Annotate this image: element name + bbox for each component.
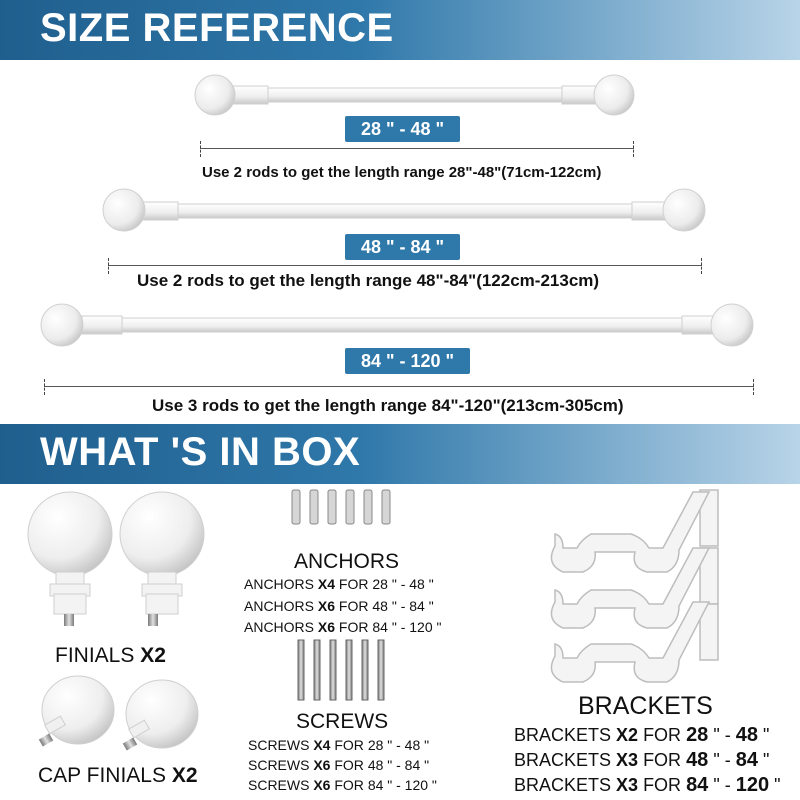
finial-1 bbox=[28, 492, 112, 626]
finials-label: FINIALS X2 bbox=[55, 644, 166, 667]
anchors-line-2: ANCHORS X6 FOR 48 " - 84 " bbox=[244, 598, 434, 614]
screws-title: SCREWS bbox=[296, 710, 389, 733]
measure-line-2 bbox=[108, 265, 702, 266]
anchors-line-1: ANCHORS X4 FOR 28 " - 48 " bbox=[244, 576, 434, 592]
brackets-image bbox=[551, 490, 718, 682]
range-note-2: Use 2 rods to get the length range 48"-84"(122cm-213cm) bbox=[137, 271, 600, 290]
rod-short bbox=[195, 75, 634, 115]
anchors-image bbox=[292, 490, 390, 524]
screws-line-2: SCREWS X6 FOR 48 " - 84 " bbox=[248, 757, 430, 773]
range-note-3: Use 3 rods to get the length range 84"-120"(213cm-305cm) bbox=[152, 396, 624, 415]
cap-finials-label: CAP FINIALS X2 bbox=[38, 764, 198, 787]
screws-line-1: SCREWS X4 FOR 28 " - 48 " bbox=[248, 737, 430, 753]
rod-long bbox=[41, 304, 753, 346]
whats-in-box-heading: WHAT 'S IN BOX bbox=[40, 430, 361, 474]
whats-in-box-banner bbox=[0, 424, 800, 484]
brackets-title: BRACKETS bbox=[578, 692, 713, 720]
measure-line-3 bbox=[44, 386, 754, 387]
rod-medium bbox=[103, 189, 705, 231]
measure-line-1 bbox=[200, 148, 634, 149]
brackets-line-2: BRACKETS X3 FOR 48 " - 84 " bbox=[514, 749, 770, 771]
screws-line-3: SCREWS X6 FOR 84 " - 120 " bbox=[248, 777, 437, 793]
range-badge-2: 48 " - 84 " bbox=[345, 234, 460, 260]
range-badge-3: 84 " - 120 " bbox=[345, 348, 470, 374]
brackets-line-1: BRACKETS X2 FOR 28 " - 48 " bbox=[514, 724, 770, 746]
size-reference-heading: SIZE REFERENCE bbox=[40, 6, 394, 50]
range-note-1: Use 2 rods to get the length range 28"-48"(71cm-122cm) bbox=[202, 164, 602, 181]
screws-image bbox=[298, 640, 384, 700]
anchors-title: ANCHORS bbox=[294, 550, 400, 573]
anchors-line-3: ANCHORS X6 FOR 84 " - 120 " bbox=[244, 619, 442, 635]
cap-finial-1 bbox=[39, 676, 114, 746]
brackets-line-3: BRACKETS X3 FOR 84 " - 120 " bbox=[514, 774, 781, 796]
finial-2 bbox=[120, 492, 204, 626]
range-badge-1: 28 " - 48 " bbox=[345, 116, 460, 142]
cap-finial-2 bbox=[123, 680, 198, 750]
